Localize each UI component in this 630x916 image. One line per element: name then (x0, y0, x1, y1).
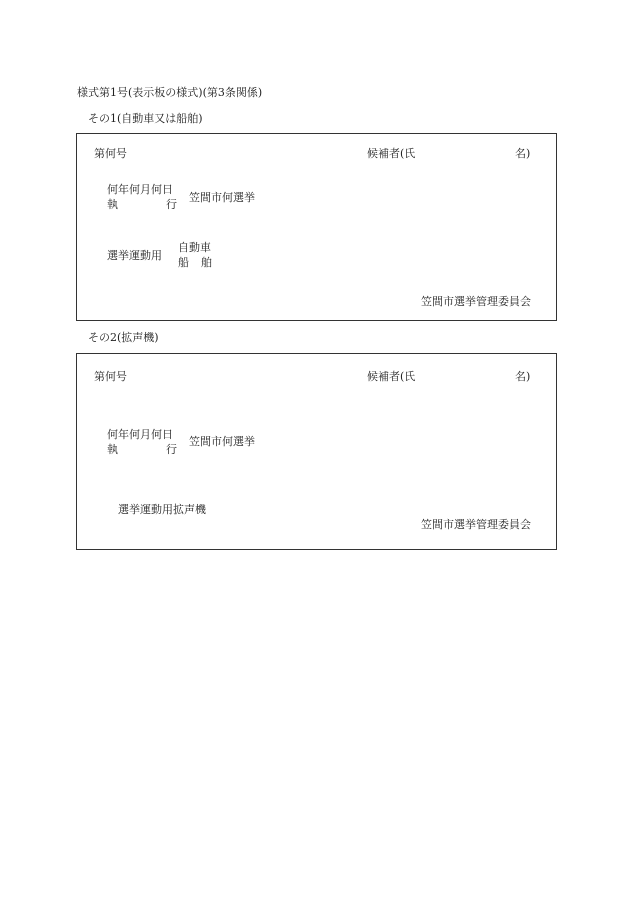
part2-election: 笠間市何選挙 (189, 435, 255, 448)
part2-usage: 選挙運動用拡声機 (118, 503, 206, 516)
part1-vehicle: 自動車 (178, 241, 211, 254)
part1-candidate-close: 名) (515, 147, 531, 160)
part2-date-line: 何年何月何日 (107, 428, 173, 441)
part1-committee: 笠間市選挙管理委員会 (421, 295, 531, 308)
part2-committee: 笠間市選挙管理委員会 (421, 518, 531, 531)
part2-subheading: その2(拡声機) (88, 331, 159, 344)
part1-number: 第何号 (94, 147, 127, 160)
part2-number: 第何号 (94, 370, 127, 383)
part2-candidate-close: 名) (515, 370, 531, 383)
part1-ship-right: 舶 (201, 256, 212, 269)
part1-exec-left: 執 (107, 198, 118, 211)
part1-subheading: その1(自動車又は船舶) (88, 112, 203, 125)
part1-candidate-label: 候補者(氏 (367, 147, 416, 160)
part1-date-line: 何年何月何日 (107, 183, 173, 196)
part1-exec-right: 行 (166, 198, 177, 211)
part2-exec-right: 行 (166, 443, 177, 456)
part2-sign-board (76, 353, 557, 550)
part1-sign-board (76, 133, 557, 321)
part1-ship-left: 船 (178, 256, 189, 269)
part2-exec-left: 執 (107, 443, 118, 456)
part1-usage: 選挙運動用 (107, 249, 162, 262)
part1-election: 笠間市何選挙 (189, 191, 255, 204)
part2-candidate-label: 候補者(氏 (367, 370, 416, 383)
form-heading: 様式第1号(表示板の様式)(第3条関係) (77, 86, 263, 99)
